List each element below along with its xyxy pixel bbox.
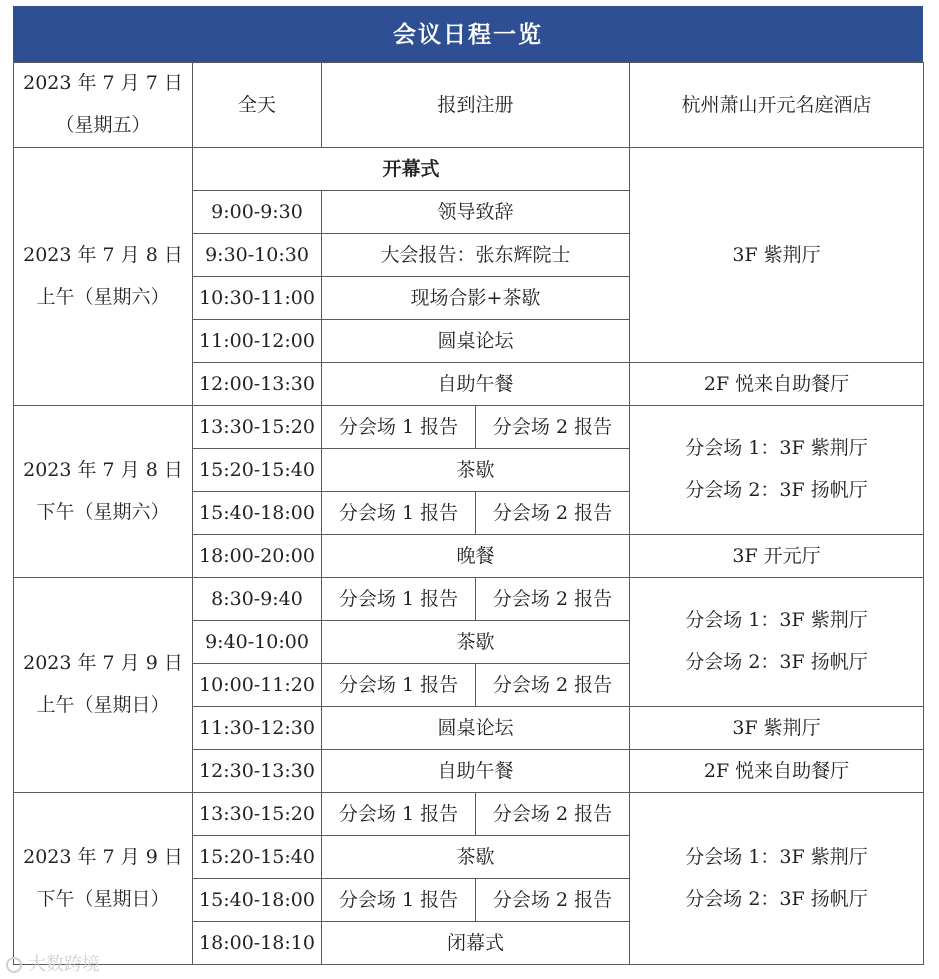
date-text: 2023 年 7 月 7 日 [23, 72, 183, 95]
venue-cell: 2F 悦来自助餐厅 [630, 750, 924, 793]
time-cell: 13:30-15:20 [193, 793, 322, 836]
venue-cell: 3F 紫荆厅 [630, 707, 924, 750]
date-cell [14, 578, 193, 793]
venue-line: 分会场 2：3F 扬帆厅 [685, 651, 868, 673]
schedule-table [13, 62, 924, 965]
time-cell: 全天 [193, 63, 322, 148]
session-label: 上午（星期日） [36, 694, 170, 716]
date-cell [14, 63, 193, 148]
time-cell: 10:00-11:20 [193, 664, 322, 707]
time-cell: 11:30-12:30 [193, 707, 322, 750]
time-cell: 9:00-9:30 [193, 191, 322, 234]
date-cell [14, 406, 193, 578]
opening-ceremony-cell: 开幕式 [193, 148, 630, 191]
venue-cell [630, 793, 924, 965]
watermark [6, 950, 100, 976]
time-cell: 9:40-10:00 [193, 621, 322, 664]
event-cell: 自助午餐 [322, 363, 630, 406]
time-cell: 9:30-10:30 [193, 234, 322, 277]
table-row [14, 63, 924, 148]
date-cell [14, 793, 193, 965]
event-cell: 报到注册 [322, 63, 630, 148]
date-cell [14, 148, 193, 406]
venue-cell [630, 578, 924, 707]
watermark-logo-icon [6, 957, 22, 973]
session-label: 下午（星期六） [36, 500, 170, 523]
branch-1-cell: 分会场 1 报告 [322, 578, 476, 621]
branch-1-cell: 分会场 1 报告 [322, 879, 476, 922]
time-cell: 18:00-20:00 [193, 535, 322, 578]
session-label: 下午（星期日） [36, 887, 170, 910]
event-cell: 领导致辞 [322, 191, 630, 234]
time-cell: 13:30-15:20 [193, 406, 322, 449]
time-cell: 15:40-18:00 [193, 492, 322, 535]
time-cell: 12:00-13:30 [193, 363, 322, 406]
time-cell: 12:30-13:30 [193, 750, 322, 793]
event-cell: 现场合影+茶歇 [322, 277, 630, 320]
event-cell: 圆桌论坛 [322, 320, 630, 363]
venue-line: 分会场 1：3F 紫荆厅 [685, 437, 868, 460]
branch-1-cell: 分会场 1 报告 [322, 492, 476, 535]
date-text: 2023 年 7 月 9 日 [23, 652, 183, 675]
time-cell: 10:30-11:00 [193, 277, 322, 320]
schedule-title: 会议日程一览 [13, 6, 923, 62]
event-cell: 圆桌论坛 [322, 707, 630, 750]
branch-2-cell: 分会场 2 报告 [476, 664, 630, 707]
date-text: 2023 年 7 月 8 日 [23, 243, 183, 266]
branch-2-cell: 分会场 2 报告 [476, 793, 630, 836]
time-cell: 15:20-15:40 [193, 836, 322, 879]
event-cell: 大会报告：张东辉院士 [322, 234, 630, 277]
event-cell: 茶歇 [322, 836, 630, 879]
event-cell: 晚餐 [322, 535, 630, 578]
branch-1-cell: 分会场 1 报告 [322, 793, 476, 836]
event-cell: 茶歇 [322, 621, 630, 664]
date-text: 2023 年 7 月 9 日 [23, 845, 183, 868]
branch-1-cell: 分会场 1 报告 [322, 406, 476, 449]
branch-2-cell: 分会场 2 报告 [476, 492, 630, 535]
time-cell: 8:30-9:40 [193, 578, 322, 621]
time-cell: 15:40-18:00 [193, 879, 322, 922]
branch-1-cell: 分会场 1 报告 [322, 664, 476, 707]
table-row [14, 578, 924, 621]
session-label: 上午（星期六） [36, 285, 170, 308]
event-cell: 自助午餐 [322, 750, 630, 793]
branch-2-cell: 分会场 2 报告 [476, 879, 630, 922]
venue-cell: 3F 开元厅 [630, 535, 924, 578]
branch-2-cell: 分会场 2 报告 [476, 578, 630, 621]
venue-cell: 3F 紫荆厅 [630, 148, 924, 363]
date-text: 2023 年 7 月 8 日 [23, 458, 183, 481]
table-row [14, 148, 924, 191]
venue-line: 分会场 1：3F 紫荆厅 [685, 609, 868, 632]
venue-cell [630, 406, 924, 535]
table-row [14, 406, 924, 449]
time-cell: 11:00-12:00 [193, 320, 322, 363]
venue-line: 分会场 2：3F 扬帆厅 [685, 887, 868, 910]
venue-line: 分会场 2：3F 扬帆厅 [685, 479, 868, 501]
weekday-text: （星期五） [55, 114, 151, 136]
time-cell: 15:20-15:40 [193, 449, 322, 492]
schedule-container [13, 6, 923, 965]
venue-cell: 2F 悦来自助餐厅 [630, 363, 924, 406]
table-row [14, 793, 924, 836]
watermark-text: 大数跨境 [28, 954, 100, 975]
branch-2-cell: 分会场 2 报告 [476, 406, 630, 449]
venue-line: 分会场 1：3F 紫荆厅 [685, 845, 868, 868]
event-cell: 茶歇 [322, 449, 630, 492]
time-cell: 18:00-18:10 [193, 922, 322, 965]
event-cell: 闭幕式 [322, 922, 630, 965]
venue-cell: 杭州萧山开元名庭酒店 [630, 63, 924, 148]
